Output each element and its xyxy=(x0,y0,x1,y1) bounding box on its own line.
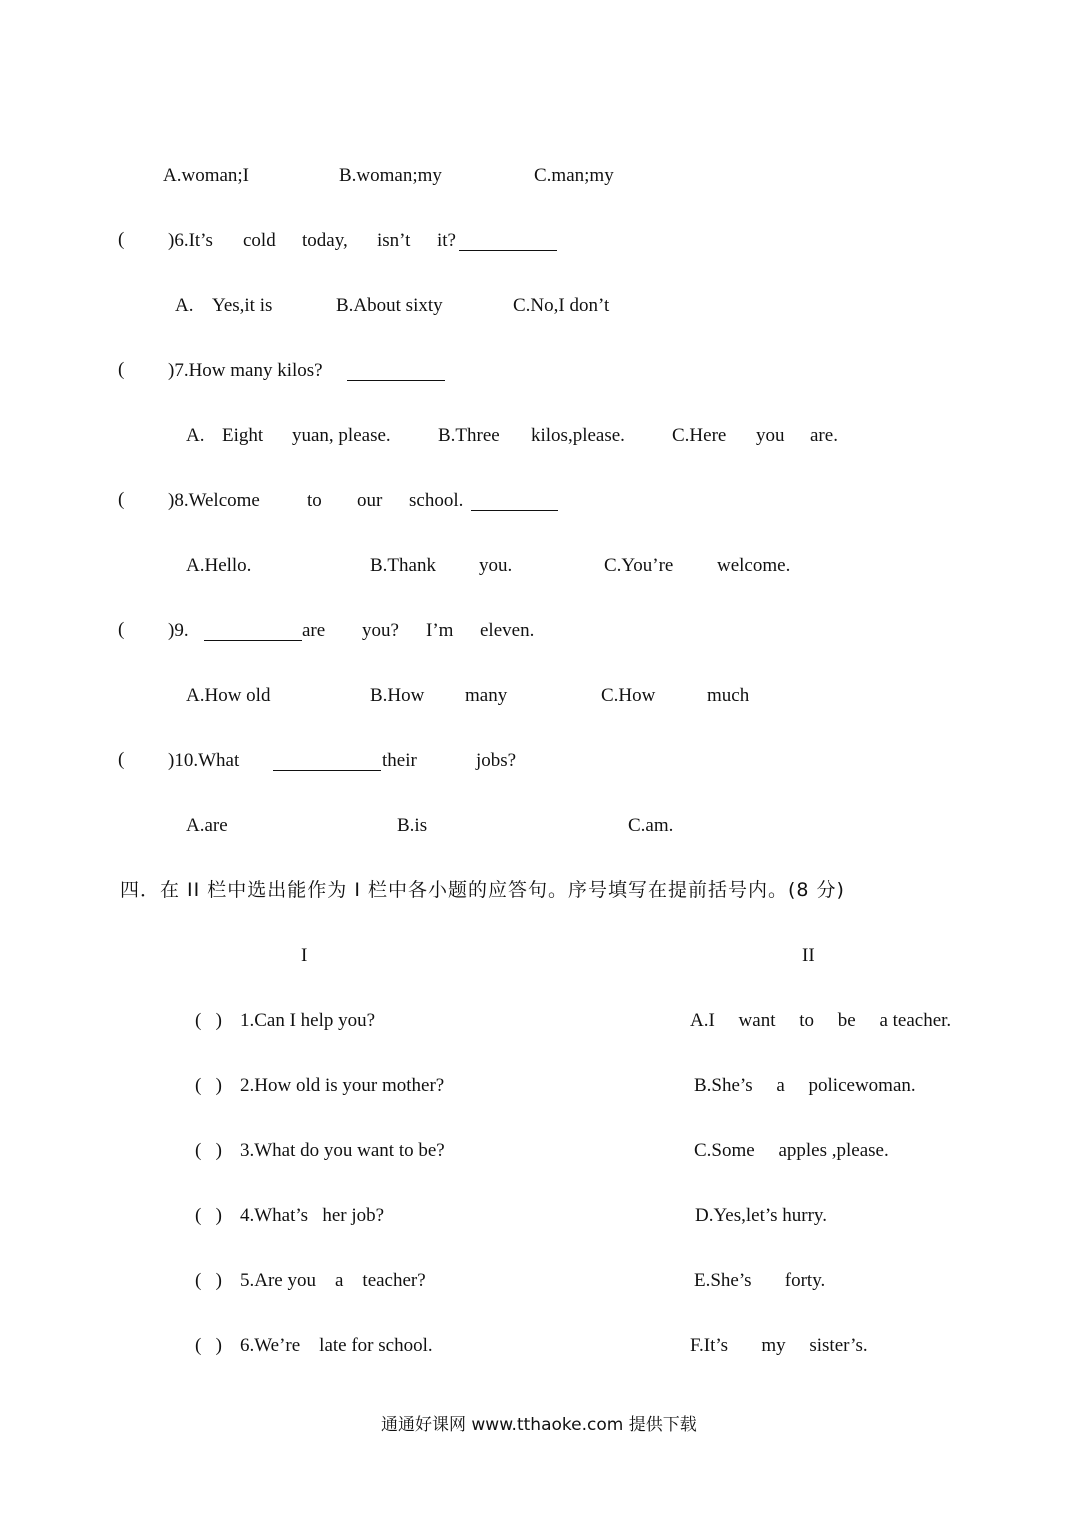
list-item: B.She’s a policewoman. xyxy=(694,1075,916,1096)
q7-option-c: are. xyxy=(810,425,838,446)
q5-option-a: A.woman;I xyxy=(163,165,250,186)
q7-option-c: you xyxy=(756,425,785,446)
q8-number: )8.Welcome xyxy=(168,490,260,511)
list-item: C.Some apples ,please. xyxy=(694,1140,889,1161)
list-item: 4.What’s her job? xyxy=(240,1205,385,1226)
q8-word: to xyxy=(307,490,322,511)
q9-word: eleven. xyxy=(480,620,535,641)
q9-option-a: A.How old xyxy=(186,685,271,706)
list-item: 3.What do you want to be? xyxy=(240,1140,445,1161)
page-footer: 通通好课网 www.tthaoke.com 提供下载 xyxy=(381,1415,697,1435)
q7-option-b: kilos,please. xyxy=(531,425,625,446)
q8-word: our xyxy=(357,490,383,511)
q6-word: isn’t xyxy=(377,230,411,251)
answer-bracket[interactable]: ( ) xyxy=(195,1335,222,1356)
q10-number: )10.What xyxy=(168,750,240,771)
q6-option-c: C.No,I don’t xyxy=(513,295,610,316)
q10-option-b: B.is xyxy=(397,815,428,836)
q8-option-a: A.Hello. xyxy=(186,555,252,576)
list-item: A.I want to be a teacher. xyxy=(690,1010,952,1031)
list-item: F.It’s my sister’s. xyxy=(690,1335,868,1356)
q6-word: cold xyxy=(243,230,276,251)
answer-blank[interactable] xyxy=(204,622,302,641)
q6-paren: ( xyxy=(118,229,125,250)
q6-option-a-letter: A. xyxy=(175,295,194,316)
answer-blank[interactable] xyxy=(459,232,557,251)
q10-word: their xyxy=(382,750,417,771)
list-item: E.She’s forty. xyxy=(694,1270,826,1291)
q7-paren: ( xyxy=(118,359,125,380)
list-item: 6.We’re late for school. xyxy=(240,1335,433,1356)
answer-bracket[interactable]: ( ) xyxy=(195,1010,222,1031)
q9-paren: ( xyxy=(118,619,125,640)
column-ii-header: II xyxy=(802,945,815,966)
list-item: 2.How old is your mother? xyxy=(240,1075,445,1096)
q9-word: I’m xyxy=(426,620,454,641)
q9-word: you? xyxy=(362,620,399,641)
q8-option-c: C.You’re xyxy=(604,555,674,576)
q9-option-b: B.How xyxy=(370,685,425,706)
column-i-header: I xyxy=(301,945,308,966)
q9-word: are xyxy=(302,620,326,641)
answer-bracket[interactable]: ( ) xyxy=(195,1140,222,1161)
answer-blank[interactable] xyxy=(347,362,445,381)
q9-number: )9. xyxy=(168,620,189,641)
q7-option-a: Eight xyxy=(222,425,264,446)
q8-option-b: B.Thank xyxy=(370,555,436,576)
q8-option-b: you. xyxy=(479,555,513,576)
q10-word: jobs? xyxy=(476,750,517,771)
q5-option-b: B.woman;my xyxy=(339,165,442,186)
q10-option-a: A.are xyxy=(186,815,228,836)
q8-paren: ( xyxy=(118,489,125,510)
answer-blank[interactable] xyxy=(471,492,558,511)
q9-option-c: C.How xyxy=(601,685,656,706)
q9-option-b: many xyxy=(465,685,508,706)
q7-option-c: C.Here xyxy=(672,425,727,446)
q7-option-a-letter: A. xyxy=(186,425,205,446)
q6-word: today, xyxy=(302,230,348,251)
list-item: D.Yes,let’s hurry. xyxy=(695,1205,827,1226)
q6-number: )6.It’s xyxy=(168,230,213,251)
q8-option-c: welcome. xyxy=(717,555,791,576)
q6-word: it? xyxy=(437,230,456,251)
q5-option-c: C.man;my xyxy=(534,165,614,186)
q7-question: )7.How many kilos? xyxy=(168,360,323,381)
list-item: 1.Can I help you? xyxy=(240,1010,376,1031)
q10-paren: ( xyxy=(118,749,125,770)
list-item: 5.Are you a teacher? xyxy=(240,1270,426,1291)
q9-option-c: much xyxy=(707,685,750,706)
answer-bracket[interactable]: ( ) xyxy=(195,1075,222,1096)
q7-option-b: B.Three xyxy=(438,425,500,446)
q10-option-c: C.am. xyxy=(628,815,674,836)
section-4-heading: 四．在 II 栏中选出能作为 I 栏中各小题的应答句。序号填写在提前括号内。(8 分) xyxy=(120,879,845,901)
q6-option-b: B.About sixty xyxy=(336,295,443,316)
answer-blank[interactable] xyxy=(273,752,381,771)
answer-bracket[interactable]: ( ) xyxy=(195,1205,222,1226)
q7-option-a: yuan, please. xyxy=(292,425,391,446)
q6-option-a: Yes,it is xyxy=(212,295,273,316)
answer-bracket[interactable]: ( ) xyxy=(195,1270,222,1291)
q8-word: school. xyxy=(409,490,464,511)
